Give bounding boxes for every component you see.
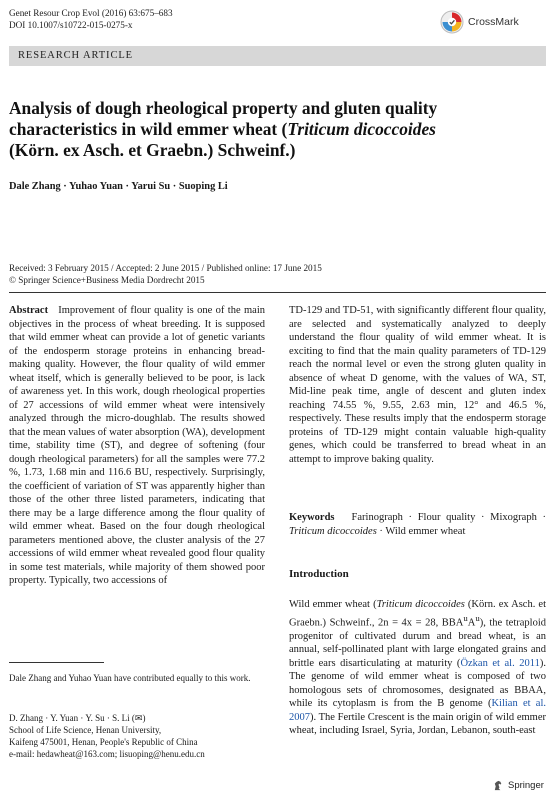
title-line-3: (Körn. ex Asch. et Graebn.) Schweinf.): [9, 140, 296, 160]
affiliation-school: School of Life Science, Henan University,: [9, 725, 162, 735]
footnote-divider: [9, 662, 104, 663]
header-divider: [9, 292, 546, 293]
keywords-label: Keywords: [289, 512, 335, 523]
affiliation-email[interactable]: e-mail: hedawheat@163.com; lisuoping@henu.edu.cn: [9, 749, 205, 759]
title-line-2: characteristics in wild emmer wheat (: [9, 119, 288, 139]
abstract-paragraph: [9, 304, 265, 588]
doi-line[interactable]: DOI 10.1007/s10722-015-0275-x: [9, 20, 133, 30]
keywords-species-italic: Triticum dicoccoides: [289, 525, 377, 537]
journal-citation: Genet Resour Crop Evol (2016) 63:675–683: [9, 8, 173, 18]
abstract-continued: TD-129 and TD-51, with significantly different flour quality, are selected and systematically analyzed to deeply understand the flour quality of wild emmer wheat. It is exciting to find that the main quality parameters of TD-129 reach the normal level or even the strong gluten quality in absence of wheat D genome, with the values of WA, ST, Mid-line peak time, angle of descent and gluten index reaching 74.55 %, 9.55, 2.63 min, 12° and 46.5 %, respectively. These results imply that the endosperm storage proteins of TD-129 might contain valuable high-quality genes, which could be transferred to bread wheat in an attempt to improve baking quality.: [289, 305, 546, 465]
intro-text-4: ). The genome of wild emmer wheat is composed of two homologous sets of chromosomes, designated as BBAA, while its cytoplasm is from the B genome (: [289, 657, 546, 709]
intro-text-1: Wild emmer wheat (: [289, 599, 377, 610]
article-type-banner: [9, 46, 546, 66]
author-list: Dale Zhang · Yuhao Yuan · Yarui Su · Suoping Li: [9, 181, 228, 192]
intro-species-italic: Triticum dicoccoides: [376, 599, 465, 610]
affiliation-address: Kaifeng 475001, Henan, People's Republic of China: [9, 737, 198, 747]
keywords-list-b: · Wild emmer wheat: [379, 525, 466, 537]
title-species-italic: Triticum dicoccoides: [287, 119, 436, 139]
citation-link-kilian[interactable]: Kilian et al. 2007: [289, 698, 546, 723]
keywords-paragraph: [289, 511, 546, 538]
contribution-footnote: Dale Zhang and Yuhao Yuan have contributed equally to this work.: [9, 673, 251, 683]
crossmark-badge[interactable]: [440, 9, 550, 35]
intro-text-5: ). The Fertile Crescent is the main origin of wild emmer wheat, including Israel, Syria, Jordan, Lebanon, south-east: [289, 711, 546, 736]
intro-superscript-2: u: [475, 612, 480, 623]
keywords-list-a: Farinograph · Flour quality · Mixograph ·: [351, 512, 547, 523]
intro-text-3: ), the tetraploid progenitor of cultivated durum and bread wheat, is an annual, self-pollinated plant with large elongated grains and brittle ears disarticulating at maturity (: [289, 617, 546, 669]
article-title: [9, 98, 529, 161]
intro-text-2: (Körn. ex Asch. et Graebn.) Schweinf., 2n = 4x = 28, BBA: [289, 599, 547, 628]
affiliation-authors: D. Zhang · Y. Yuan · Y. Su · S. Li (✉): [9, 713, 146, 723]
article-type-label: RESEARCH ARTICLE: [18, 50, 133, 61]
intro-text-2b: A: [467, 617, 476, 628]
copyright-line: © Springer Science+Business Media Dordrecht 2015: [9, 275, 205, 285]
springer-horse-icon: [492, 779, 505, 792]
section-heading-introduction: Introduction: [289, 568, 349, 580]
intro-superscript-1: u: [463, 612, 468, 623]
publisher-name: Springer: [508, 780, 544, 791]
abstract-text: Improvement of flour quality is one of the main objectives in the process of wheat breeding. It is supposed that wild emmer wheat can provide a lot of genetic variants of the endosperm storage proteins in enhancing bread-making quality. However, the flour quality of wild emmer wheat itself, which is generally believed to be poor, is lack of awareness yet. In this work, dough rheological properties of 27 accessions of wild emmer wheat were intensively analyzed through the micro-doughlab. The results showed that the mean values of water absorption (WA), development time, stability time (ST), and degree of softening (four dough rheological parameters) for all the samples were 77.2 %, 1.73, 1.68 min and 116.6 BU, respectively. Surprisingly, the coefficient of variation of ST was apparently higher than those of the other three listed parameters, indicating that there may be a large difference among the flour quality of wild emmer wheat. Based on the four dough rheological parameters mentioned above, the cluster analysis of the 27 accessions of wild emmer wheat revealed good flour quality in some test materials, while majority of them showed poor property. Typically, two accessions of: [9, 305, 265, 586]
publisher-logo: [492, 779, 544, 792]
title-line-1: Analysis of dough rheological property and gluten quality: [9, 98, 438, 118]
citation-link-ozkan[interactable]: Özkan et al. 2011: [460, 657, 540, 669]
received-accepted-line: Received: 3 February 2015 / Accepted: 2 June 2015 / Published online: 17 June 2015: [9, 263, 322, 273]
publication-dates: [9, 262, 409, 286]
author-affiliation: [9, 712, 265, 760]
crossmark-icon: [440, 10, 464, 34]
abstract-label: Abstract: [9, 305, 49, 316]
crossmark-label: CrossMark: [468, 16, 519, 28]
introduction-paragraph: [289, 598, 546, 738]
